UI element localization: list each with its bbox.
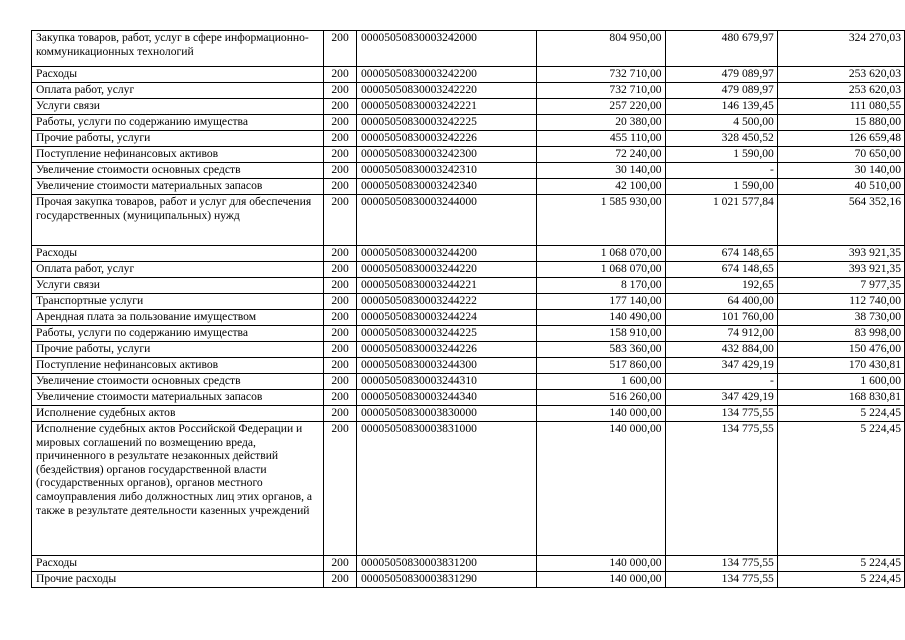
row-approved-amount-cell: 1 600,00 [537, 374, 665, 390]
row-remaining-amount-cell: 324 270,03 [777, 31, 904, 67]
row-budget-code-cell: 00005050830003831000 [357, 422, 537, 556]
row-approved-amount-cell: 140 000,00 [537, 556, 665, 572]
row-remaining-amount-cell: 126 659,48 [777, 131, 904, 147]
row-budget-code-cell: 00005050830003831290 [357, 572, 537, 588]
row-name-cell: Оплата работ, услуг [32, 262, 324, 278]
row-remaining-amount-cell: 5 224,45 [777, 406, 904, 422]
row-line-code-cell: 200 [324, 246, 357, 262]
row-approved-amount-cell: 140 000,00 [537, 572, 665, 588]
row-name-cell: Арендная плата за пользование имуществом [32, 310, 324, 326]
table-row [32, 390, 905, 406]
row-remaining-amount-cell: 253 620,03 [777, 67, 904, 83]
row-approved-amount-cell: 804 950,00 [537, 31, 665, 67]
table-row [32, 246, 905, 262]
row-remaining-amount-cell: 83 998,00 [777, 326, 904, 342]
table-row [32, 131, 905, 147]
row-executed-amount-cell: 347 429,19 [665, 390, 777, 406]
table-row [32, 83, 905, 99]
row-line-code-cell: 200 [324, 294, 357, 310]
table-body [32, 31, 905, 588]
row-approved-amount-cell: 732 710,00 [537, 83, 665, 99]
row-budget-code-cell: 00005050830003244200 [357, 246, 537, 262]
row-remaining-amount-cell: 7 977,35 [777, 278, 904, 294]
row-budget-code-cell: 00005050830003244226 [357, 342, 537, 358]
row-budget-code-cell: 00005050830003244222 [357, 294, 537, 310]
row-name-cell: Поступление нефинансовых активов [32, 358, 324, 374]
row-budget-code-cell: 00005050830003244220 [357, 262, 537, 278]
row-budget-code-cell: 00005050830003242200 [357, 67, 537, 83]
table-row [32, 406, 905, 422]
row-line-code-cell: 200 [324, 179, 357, 195]
row-remaining-amount-cell: 150 476,00 [777, 342, 904, 358]
row-name-cell: Оплата работ, услуг [32, 83, 324, 99]
row-executed-amount-cell: 328 450,52 [665, 131, 777, 147]
table-row [32, 342, 905, 358]
row-approved-amount-cell: 257 220,00 [537, 99, 665, 115]
row-name-cell: Работы, услуги по содержанию имущества [32, 115, 324, 131]
row-approved-amount-cell: 140 000,00 [537, 406, 665, 422]
row-budget-code-cell: 00005050830003242220 [357, 83, 537, 99]
row-budget-code-cell: 00005050830003242225 [357, 115, 537, 131]
row-line-code-cell: 200 [324, 278, 357, 294]
row-executed-amount-cell: 74 912,00 [665, 326, 777, 342]
row-executed-amount-cell: 134 775,55 [665, 572, 777, 588]
row-name-cell: Прочая закупка товаров, работ и услуг для обеспечения государственных (муниципальных) нужд [32, 195, 324, 246]
row-budget-code-cell: 00005050830003244300 [357, 358, 537, 374]
row-remaining-amount-cell: 5 224,45 [777, 572, 904, 588]
row-executed-amount-cell: - [665, 163, 777, 179]
row-line-code-cell: 200 [324, 358, 357, 374]
row-approved-amount-cell: 140 490,00 [537, 310, 665, 326]
row-line-code-cell: 200 [324, 572, 357, 588]
row-approved-amount-cell: 30 140,00 [537, 163, 665, 179]
row-budget-code-cell: 00005050830003244224 [357, 310, 537, 326]
row-remaining-amount-cell: 168 830,81 [777, 390, 904, 406]
row-remaining-amount-cell: 1 600,00 [777, 374, 904, 390]
row-name-cell: Прочие работы, услуги [32, 131, 324, 147]
row-approved-amount-cell: 140 000,00 [537, 422, 665, 556]
row-remaining-amount-cell: 393 921,35 [777, 262, 904, 278]
row-name-cell: Исполнение судебных актов Российской Федерации и мировых соглашений по возмещению вреда, причиненного в результате незаконных действий (бездействия) органов государственной власти (государственных органов), органов местного самоуправления либо должностных лиц этих органов, а также в результате деятельности казенных учреждений [32, 422, 324, 556]
table-row [32, 163, 905, 179]
table-row [32, 310, 905, 326]
row-budget-code-cell: 00005050830003242221 [357, 99, 537, 115]
row-budget-code-cell: 00005050830003242226 [357, 131, 537, 147]
row-executed-amount-cell: 674 148,65 [665, 246, 777, 262]
row-line-code-cell: 200 [324, 556, 357, 572]
row-remaining-amount-cell: 111 080,55 [777, 99, 904, 115]
row-budget-code-cell: 00005050830003242300 [357, 147, 537, 163]
row-budget-code-cell: 00005050830003242310 [357, 163, 537, 179]
row-executed-amount-cell: 1 590,00 [665, 147, 777, 163]
row-budget-code-cell: 00005050830003831200 [357, 556, 537, 572]
row-executed-amount-cell: 479 089,97 [665, 83, 777, 99]
row-name-cell: Расходы [32, 556, 324, 572]
row-approved-amount-cell: 1 585 930,00 [537, 195, 665, 246]
row-approved-amount-cell: 732 710,00 [537, 67, 665, 83]
row-remaining-amount-cell: 564 352,16 [777, 195, 904, 246]
table-row [32, 326, 905, 342]
table-row [32, 115, 905, 131]
row-budget-code-cell: 00005050830003244221 [357, 278, 537, 294]
row-name-cell: Увеличение стоимости материальных запасов [32, 390, 324, 406]
table-row [32, 31, 905, 67]
row-remaining-amount-cell: 40 510,00 [777, 179, 904, 195]
row-line-code-cell: 200 [324, 374, 357, 390]
row-approved-amount-cell: 1 068 070,00 [537, 262, 665, 278]
row-name-cell: Услуги связи [32, 99, 324, 115]
row-budget-code-cell: 00005050830003830000 [357, 406, 537, 422]
row-name-cell: Поступление нефинансовых активов [32, 147, 324, 163]
row-approved-amount-cell: 72 240,00 [537, 147, 665, 163]
table-row [32, 278, 905, 294]
row-name-cell: Прочие работы, услуги [32, 342, 324, 358]
row-budget-code-cell: 00005050830003244000 [357, 195, 537, 246]
row-line-code-cell: 200 [324, 262, 357, 278]
row-remaining-amount-cell: 112 740,00 [777, 294, 904, 310]
row-approved-amount-cell: 583 360,00 [537, 342, 665, 358]
row-executed-amount-cell: 479 089,97 [665, 67, 777, 83]
row-approved-amount-cell: 1 068 070,00 [537, 246, 665, 262]
table-row [32, 556, 905, 572]
row-approved-amount-cell: 177 140,00 [537, 294, 665, 310]
row-remaining-amount-cell: 30 140,00 [777, 163, 904, 179]
row-name-cell: Увеличение стоимости материальных запасов [32, 179, 324, 195]
row-executed-amount-cell: 64 400,00 [665, 294, 777, 310]
table-row [32, 572, 905, 588]
row-line-code-cell: 200 [324, 195, 357, 246]
budget-execution-table [31, 30, 905, 588]
row-budget-code-cell: 00005050830003244310 [357, 374, 537, 390]
row-remaining-amount-cell: 38 730,00 [777, 310, 904, 326]
row-name-cell: Расходы [32, 246, 324, 262]
row-line-code-cell: 200 [324, 342, 357, 358]
table-row [32, 147, 905, 163]
row-remaining-amount-cell: 253 620,03 [777, 83, 904, 99]
row-executed-amount-cell: 347 429,19 [665, 358, 777, 374]
row-remaining-amount-cell: 393 921,35 [777, 246, 904, 262]
row-approved-amount-cell: 8 170,00 [537, 278, 665, 294]
row-executed-amount-cell: 432 884,00 [665, 342, 777, 358]
row-remaining-amount-cell: 70 650,00 [777, 147, 904, 163]
row-line-code-cell: 200 [324, 83, 357, 99]
row-name-cell: Транспортные услуги [32, 294, 324, 310]
table-row [32, 294, 905, 310]
row-executed-amount-cell: 1 021 577,84 [665, 195, 777, 246]
row-executed-amount-cell: 146 139,45 [665, 99, 777, 115]
table-row [32, 179, 905, 195]
row-approved-amount-cell: 517 860,00 [537, 358, 665, 374]
row-executed-amount-cell: 134 775,55 [665, 556, 777, 572]
row-remaining-amount-cell: 15 880,00 [777, 115, 904, 131]
row-executed-amount-cell: 480 679,97 [665, 31, 777, 67]
row-name-cell: Расходы [32, 67, 324, 83]
table-row [32, 195, 905, 246]
row-executed-amount-cell: 1 590,00 [665, 179, 777, 195]
row-budget-code-cell: 00005050830003244225 [357, 326, 537, 342]
table-row [32, 67, 905, 83]
table-row [32, 374, 905, 390]
table-row [32, 262, 905, 278]
row-budget-code-cell: 00005050830003244340 [357, 390, 537, 406]
row-name-cell: Увеличение стоимости основных средств [32, 374, 324, 390]
row-line-code-cell: 200 [324, 310, 357, 326]
row-line-code-cell: 200 [324, 390, 357, 406]
row-budget-code-cell: 00005050830003242000 [357, 31, 537, 67]
row-line-code-cell: 200 [324, 115, 357, 131]
row-name-cell: Увеличение стоимости основных средств [32, 163, 324, 179]
row-approved-amount-cell: 455 110,00 [537, 131, 665, 147]
row-line-code-cell: 200 [324, 99, 357, 115]
row-name-cell: Прочие расходы [32, 572, 324, 588]
row-executed-amount-cell: 192,65 [665, 278, 777, 294]
row-name-cell: Исполнение судебных актов [32, 406, 324, 422]
table-row [32, 99, 905, 115]
row-executed-amount-cell: 4 500,00 [665, 115, 777, 131]
row-executed-amount-cell: 674 148,65 [665, 262, 777, 278]
row-approved-amount-cell: 42 100,00 [537, 179, 665, 195]
row-name-cell: Работы, услуги по содержанию имущества [32, 326, 324, 342]
table-row [32, 358, 905, 374]
row-line-code-cell: 200 [324, 326, 357, 342]
row-budget-code-cell: 00005050830003242340 [357, 179, 537, 195]
row-approved-amount-cell: 20 380,00 [537, 115, 665, 131]
row-line-code-cell: 200 [324, 406, 357, 422]
row-line-code-cell: 200 [324, 131, 357, 147]
row-remaining-amount-cell: 5 224,45 [777, 422, 904, 556]
row-line-code-cell: 200 [324, 147, 357, 163]
row-line-code-cell: 200 [324, 31, 357, 67]
row-name-cell: Услуги связи [32, 278, 324, 294]
row-executed-amount-cell: 134 775,55 [665, 422, 777, 556]
row-executed-amount-cell: - [665, 374, 777, 390]
row-line-code-cell: 200 [324, 67, 357, 83]
table-row [32, 422, 905, 556]
row-line-code-cell: 200 [324, 163, 357, 179]
row-remaining-amount-cell: 5 224,45 [777, 556, 904, 572]
row-approved-amount-cell: 516 260,00 [537, 390, 665, 406]
row-approved-amount-cell: 158 910,00 [537, 326, 665, 342]
row-line-code-cell: 200 [324, 422, 357, 556]
row-remaining-amount-cell: 170 430,81 [777, 358, 904, 374]
row-executed-amount-cell: 101 760,00 [665, 310, 777, 326]
row-executed-amount-cell: 134 775,55 [665, 406, 777, 422]
row-name-cell: Закупка товаров, работ, услуг в сфере информационно-коммуникационных технологий [32, 31, 324, 67]
